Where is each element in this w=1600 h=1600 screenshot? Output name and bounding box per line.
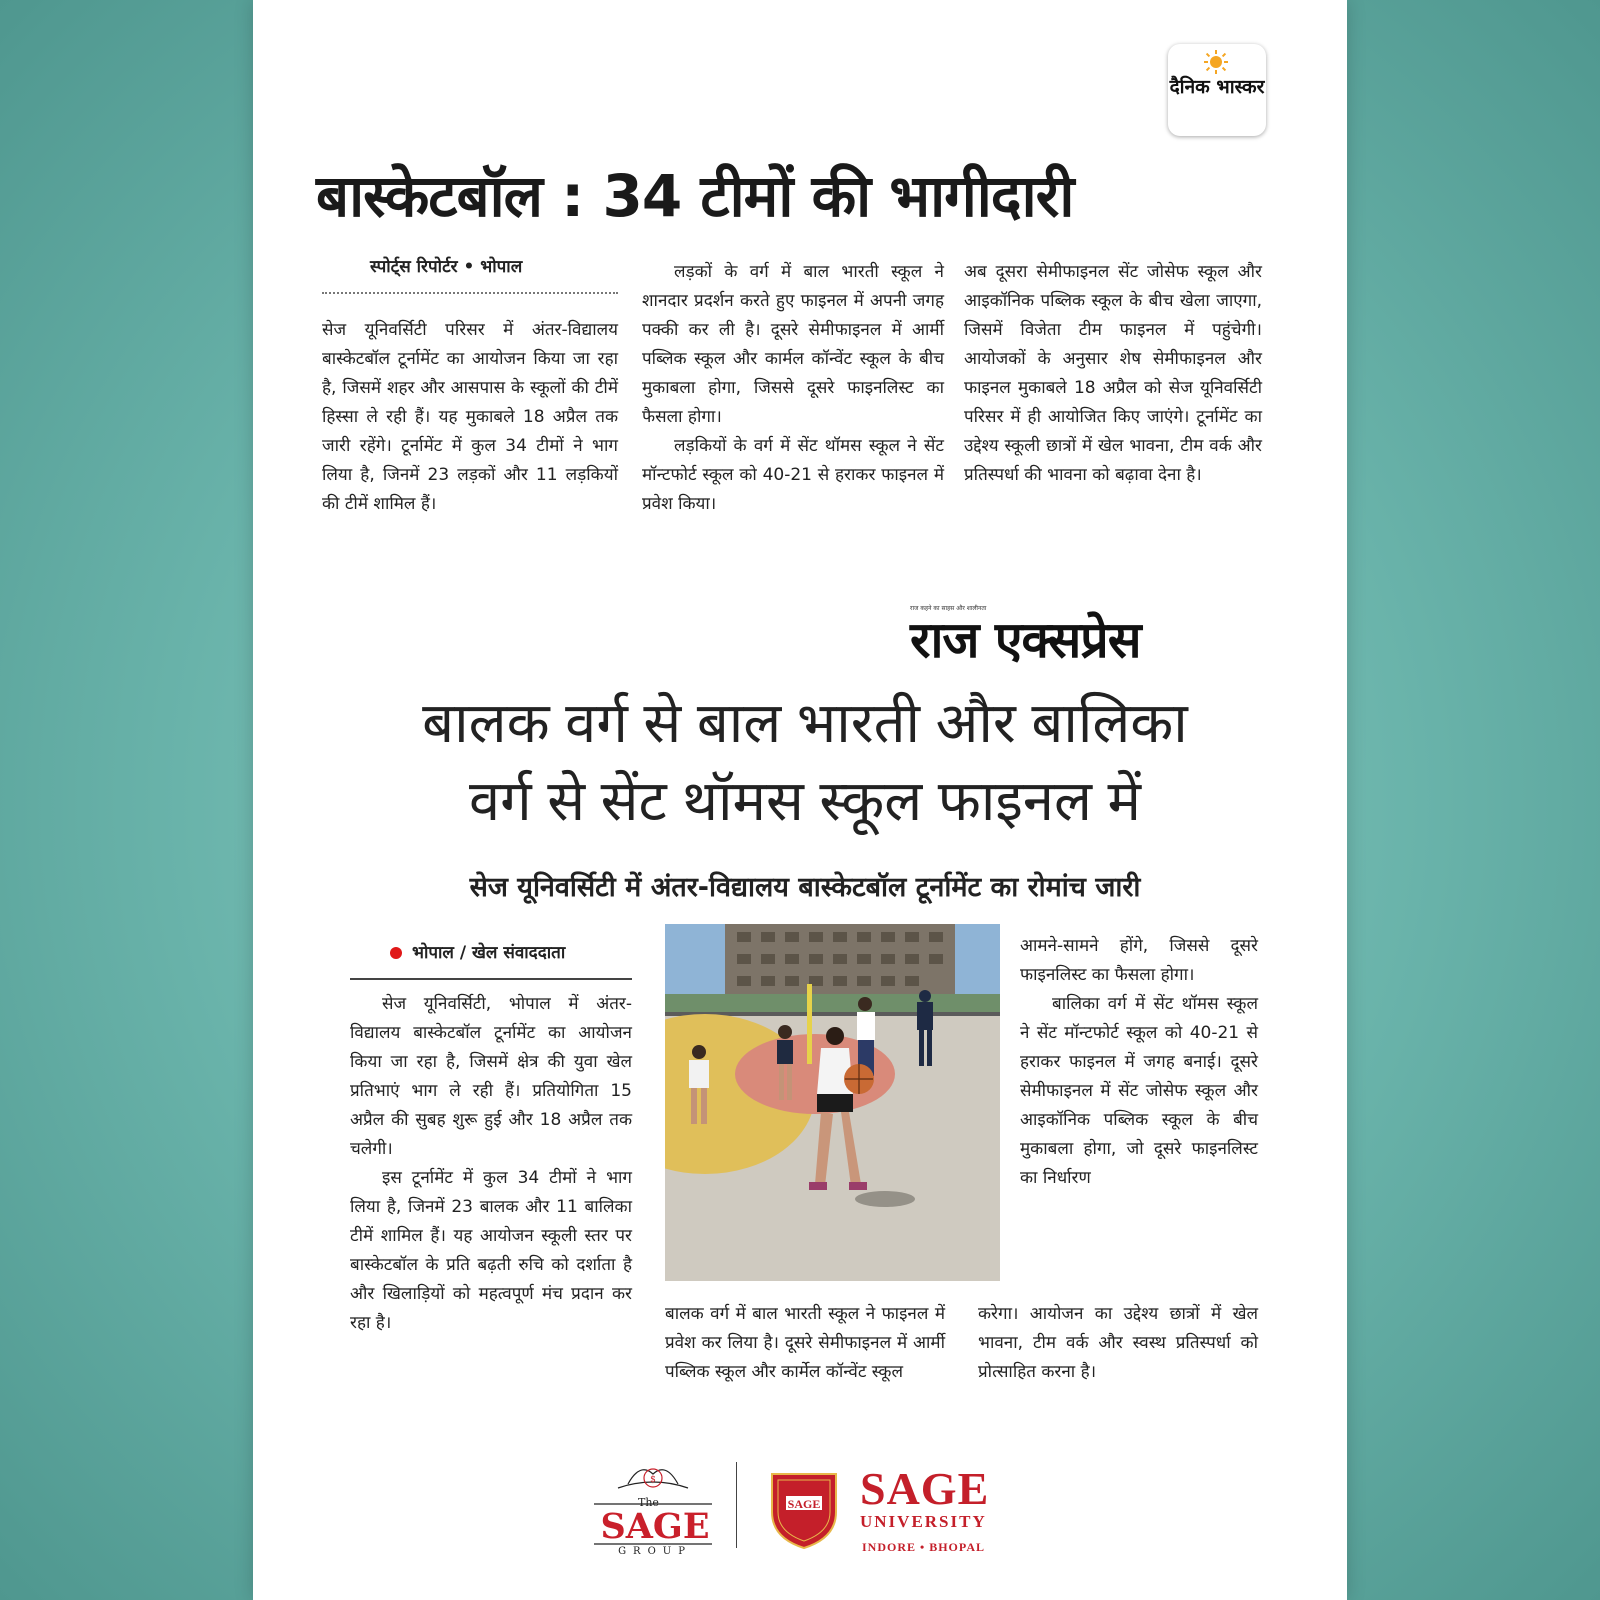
dainik-bhaskar-logo bbox=[1168, 44, 1266, 136]
raj-col1-para1: सेज यूनिवर्सिटी, भोपाल में अंतर-विद्यालय बास्केटबॉल टूर्नामेंट का आयोजन किया जा रहा है, जिसमें क्षेत्र की युवा खेल प्रतिभाएं भाग ले रही हैं। प्रतियोगिता 15 अप्रैल की सुबह शुरू हुई और 18 अप्रैल तक चलेगी। bbox=[350, 994, 632, 1159]
sage-university-shield-icon bbox=[764, 1468, 844, 1550]
raj-col3-para3: करेगा। आयोजन का उद्देश्य छात्रों में खेल भावना, टीम वर्क और स्वस्थ प्रतिस्पर्धा को प्रोत्साहित करना है। bbox=[978, 1304, 1258, 1382]
raj-express-logo: राज एक्सप्रेस bbox=[910, 611, 1141, 669]
svg-text:$: $ bbox=[650, 1475, 656, 1485]
bhaskar-byline: स्पोर्ट्स रिपोर्टर • भोपाल bbox=[370, 257, 523, 277]
raj-column-3-lower bbox=[978, 1300, 1258, 1387]
raj-column-1 bbox=[350, 990, 632, 1338]
bhaskar-column-1 bbox=[322, 316, 618, 519]
raj-col1-para2: इस टूर्नामेंट में कुल 34 टीमों ने भाग लिया है, जिनमें 23 बालक और 11 बालिका टीमें शामिल हैं। यह आयोजन स्कूली स्तर पर बास्केटबॉल के प्रति बढ़ती रुचि को दर्शाता है और खिलाड़ियों को महत्वपूर्ण मंच प्रदान कर रहा है। bbox=[350, 1168, 632, 1333]
basketball-match-illustration bbox=[665, 924, 1000, 1281]
raj-col3-para1: आमने-सामने होंगे, जिससे दूसरे फाइनलिस्ट का फैसला होगा। bbox=[1020, 936, 1258, 985]
raj-express-tagline: राज कहने का साहस और शालीनता bbox=[910, 605, 987, 612]
raj-headline bbox=[340, 684, 1270, 840]
shield-label: SAGE bbox=[787, 1497, 821, 1511]
sage-university-word: UNIVERSITY bbox=[860, 1512, 987, 1531]
sage-group-sub: GROUP bbox=[618, 1546, 692, 1557]
red-bullet-icon bbox=[390, 947, 402, 959]
bhaskar-headline: बास्केटबॉल : 34 टीमों की भागीदारी bbox=[316, 162, 1074, 230]
footer-divider bbox=[736, 1462, 737, 1548]
basketball-match-photo bbox=[665, 924, 1000, 1281]
sage-university-name: SAGE bbox=[860, 1463, 990, 1514]
bhaskar-column-2 bbox=[642, 258, 944, 519]
bhaskar-col2-para1: लड़कों के वर्ग में बाल भारती स्कूल ने शानदार प्रदर्शन करते हुए फाइनल में अपनी जगह पक्की कर ली है। दूसरे सेमीफाइनल में आर्मी पब्लिक स्कूल और कार्मल कॉन्वेंट स्कूल के बीच मुकाबला होगा, जिससे दूसरे फाइनलिस्ट का फैसला होगा। bbox=[642, 262, 944, 427]
raj-column-2 bbox=[665, 1300, 945, 1387]
raj-col2-text: बालक वर्ग में बाल भारती स्कूल ने फाइनल में प्रवेश कर लिया है। दूसरे सेमीफाइनल में आर्मी पब्लिक स्कूल और कार्मेल कॉन्वेंट स्कूल bbox=[665, 1304, 945, 1382]
byline-divider bbox=[322, 292, 618, 294]
bhaskar-column-3 bbox=[964, 258, 1262, 490]
sun-icon bbox=[1204, 50, 1228, 74]
bhaskar-col2-para2: लड़कियों के वर्ग में सेंट थॉमस स्कूल ने सेंट मॉन्टफोर्ट स्कूल को 40-21 से हराकर फाइनल में प्रवेश किया। bbox=[642, 436, 944, 514]
sage-university-cities: INDORE • BHOPAL bbox=[862, 1540, 985, 1554]
sage-group-name: SAGE bbox=[600, 1506, 710, 1547]
raj-subheadline: सेज यूनिवर्सिटी में अंतर-विद्यालय बास्केटबॉल टूर्नामेंट का रोमांच जारी bbox=[469, 872, 1141, 903]
raj-byline-text: भोपाल / खेल संवाददाता bbox=[412, 943, 566, 963]
sage-group-the: The bbox=[638, 1496, 659, 1509]
raj-col3-para2: बालिका वर्ग में सेंट थॉमस स्कूल ने सेंट मॉन्टफोर्ट स्कूल को 40-21 से हराकर फाइनल में जगह बनाई। दूसरे सेमीफाइनल में सेंट जोसेफ स्कूल और आइकॉनिक पब्लिक स्कूल के बीच मुकाबला होगा, जो दूसरे फाइनलिस्ट का निर्धारण bbox=[1020, 994, 1258, 1188]
dainik-bhaskar-logo-text: दैनिक भास्कर bbox=[1169, 76, 1265, 98]
bhaskar-col1-text: सेज यूनिवर्सिटी परिसर में अंतर-विद्यालय बास्केटबॉल टूर्नामेंट का आयोजन किया जा रहा है, जिसमें शहर और आसपास के स्कूलों की टीमें हिस्सा ले रही हैं। यह मुकाबले 18 अप्रैल तक जारी रहेंगे। टूर्नामेंट में कुल 34 टीमों ने भाग लिया है, जिनमें 23 लड़कों और 11 लड़कियों की टीमें शामिल हैं। bbox=[322, 320, 618, 514]
raj-headline-line1: बालक वर्ग से बाल भारती और बालिका bbox=[422, 691, 1188, 754]
bhaskar-col3-text: अब दूसरा सेमीफाइनल सेंट जोसेफ स्कूल और आइकॉनिक पब्लिक स्कूल के बीच खेला जाएगा, जिसमें विजेता टीम फाइनल में पहुंचेगी। आयोजकों के अनुसार शेष सेमीफाइनल और फाइनल मुकाबले 18 अप्रैल को सेज यूनिवर्सिटी परिसर में ही आयोजित किए जाएंगे। टूर्नामेंट का उद्देश्य स्कूली छात्रों में खेल भावना, टीम वर्क और प्रतिस्पर्धा की भावना को बढ़ावा देना है। bbox=[964, 262, 1262, 485]
raj-column-3-upper bbox=[1020, 932, 1258, 1193]
raj-headline-line2: वर्ग से सेंट थॉमस स्कूल फाइनल में bbox=[468, 769, 1142, 832]
raj-byline bbox=[390, 940, 565, 963]
raj-byline-divider bbox=[350, 978, 632, 980]
